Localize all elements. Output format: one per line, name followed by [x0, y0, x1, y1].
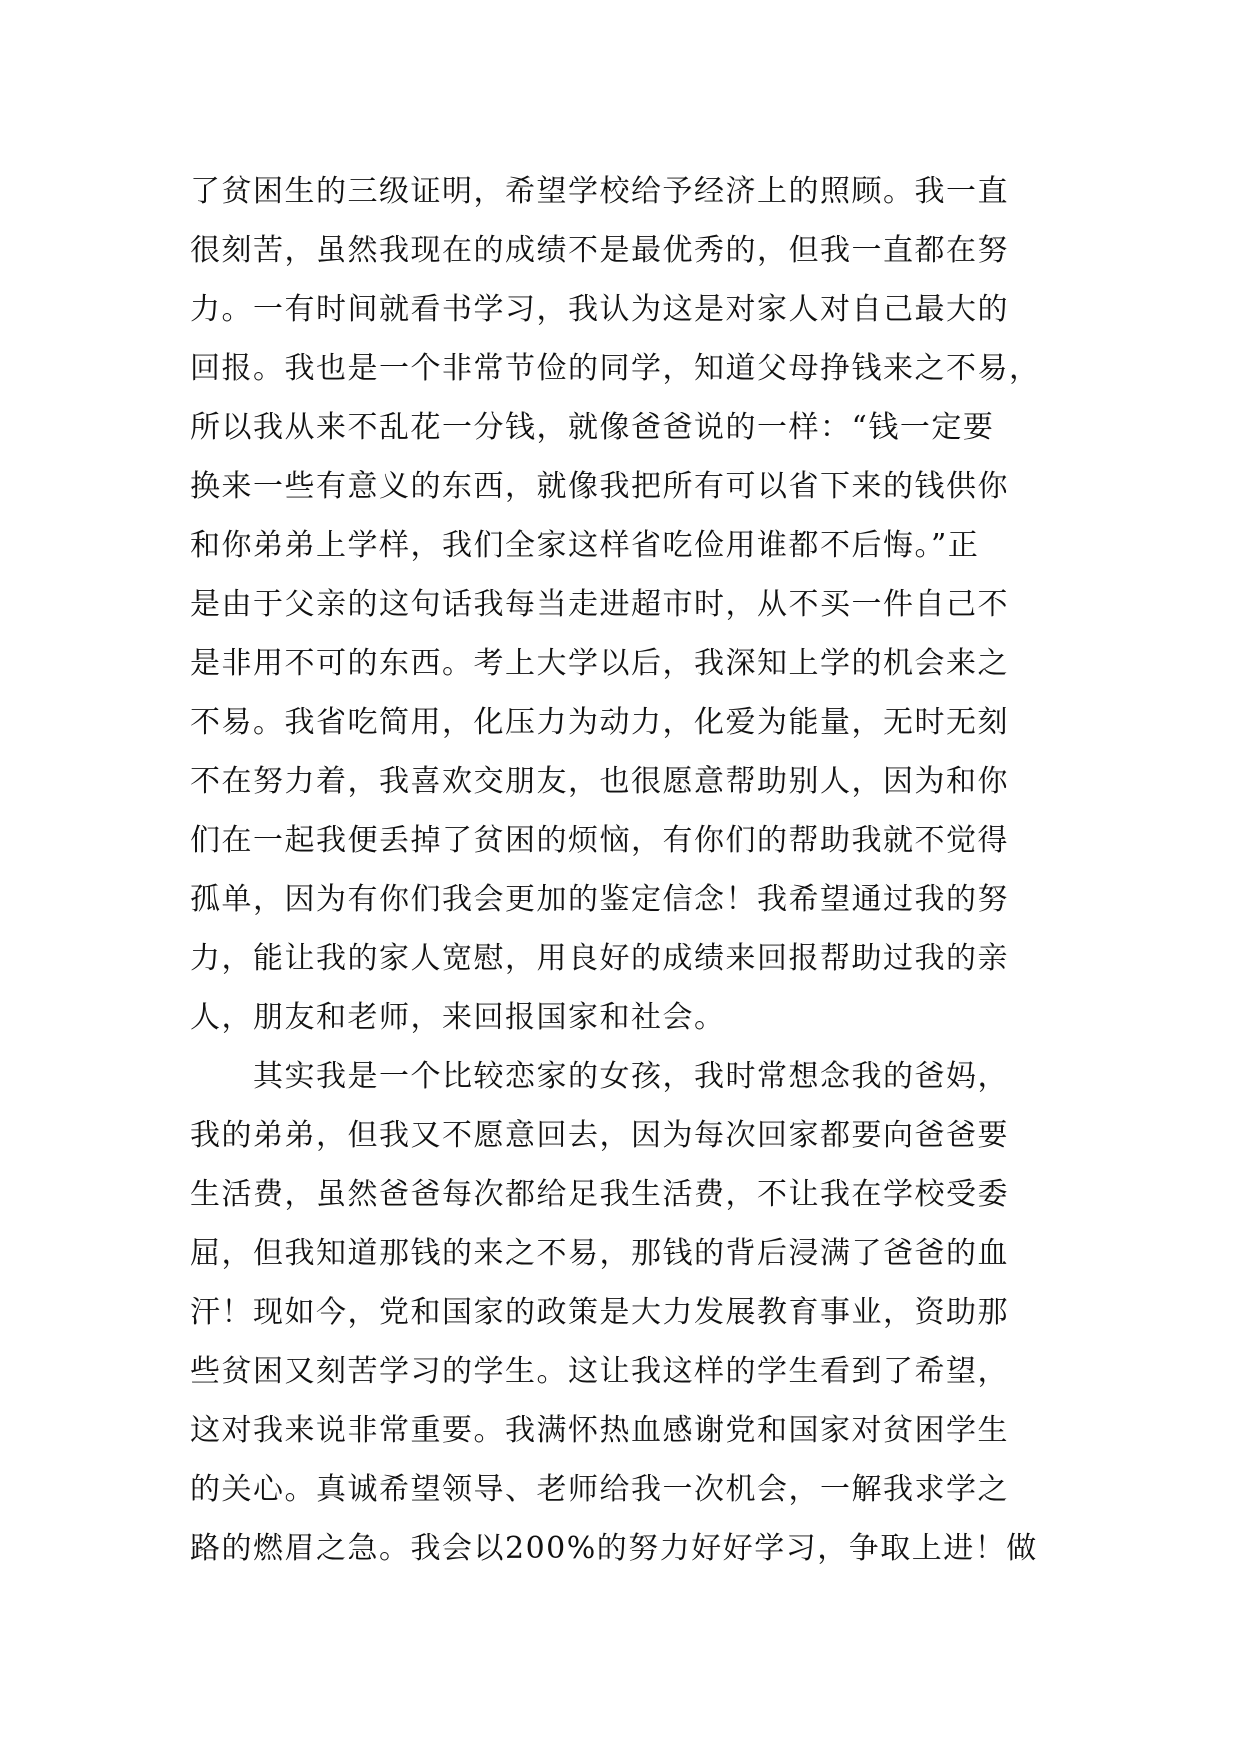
text-line: 很刻苦，虽然我现在的成绩不是最优秀的，但我一直都在努	[190, 233, 1009, 268]
text-line: 生活费，虽然爸爸每次都给足我生活费，不让我在学校受委	[190, 1177, 1009, 1212]
text-line: 的关心。真诚希望领导、老师给我一次机会，一解我求学之	[190, 1472, 1009, 1507]
text-line: 回报。我也是一个非常节俭的同学，知道父母挣钱来之不易，	[190, 351, 1041, 386]
text-line: 不易。我省吃简用，化压力为动力，化爱为能量，无时无刻	[190, 705, 1009, 740]
text-line: 是由于父亲的这句话我每当走进超市时，从不买一件自己不	[190, 587, 1009, 622]
text-line: 所以我从来不乱花一分钱，就像爸爸说的一样：“钱一定要	[190, 410, 995, 445]
text-line: 其实我是一个比较恋家的女孩，我时常想念我的爸妈，	[190, 1059, 1009, 1094]
text-line: 不在努力着，我喜欢交朋友，也很愿意帮助别人，因为和你	[190, 764, 1009, 799]
paragraph	[190, 1047, 1070, 1578]
text-line: 换来一些有意义的东西，就像我把所有可以省下来的钱供你	[190, 469, 1009, 504]
document-body	[190, 162, 1070, 1578]
text-line: 孤单，因为有你们我会更加的鉴定信念！我希望通过我的努	[190, 882, 1009, 917]
text-line: 和你弟弟上学样，我们全家这样省吃俭用谁都不后悔。”正	[190, 528, 980, 563]
text-line: 人，朋友和老师，来回报国家和社会。	[190, 1000, 726, 1035]
text-line: 这对我来说非常重要。我满怀热血感谢党和国家对贫困学生	[190, 1413, 1009, 1448]
text-line: 力，能让我的家人宽慰，用良好的成绩来回报帮助过我的亲	[190, 941, 1009, 976]
text-line: 我的弟弟，但我又不愿意回去，因为每次回家都要向爸爸要	[190, 1118, 1009, 1153]
text-line: 是非用不可的东西。考上大学以后，我深知上学的机会来之	[190, 646, 1009, 681]
text-line: 路的燃眉之急。我会以200%的努力好好学习，争取上进！做	[190, 1531, 1038, 1566]
text-line: 力。一有时间就看书学习，我认为这是对家人对自己最大的	[190, 292, 1009, 327]
paragraph	[190, 162, 1070, 1047]
text-line: 汗！现如今，党和国家的政策是大力发展教育事业，资助那	[190, 1295, 1009, 1330]
text-line: 了贫困生的三级证明，希望学校给予经济上的照顾。我一直	[190, 174, 1009, 209]
text-line: 屈，但我知道那钱的来之不易，那钱的背后浸满了爸爸的血	[190, 1236, 1009, 1271]
text-line: 些贫困又刻苦学习的学生。这让我这样的学生看到了希望，	[190, 1354, 1009, 1389]
text-line: 们在一起我便丢掉了贫困的烦恼，有你们的帮助我就不觉得	[190, 823, 1009, 858]
